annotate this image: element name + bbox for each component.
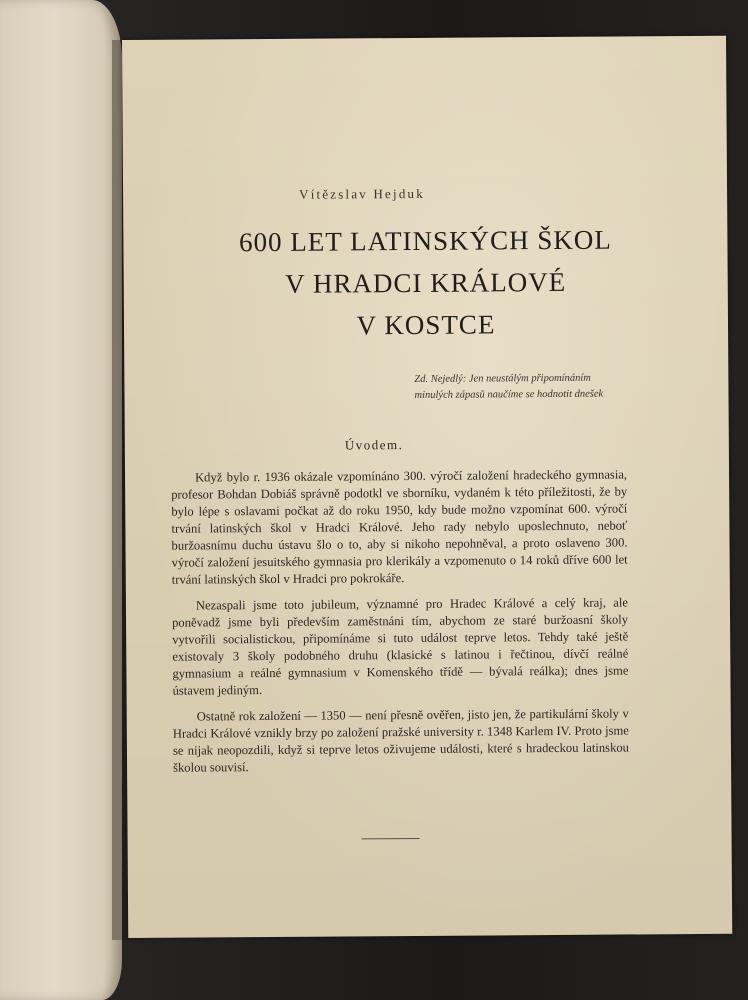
facing-left-page [0,0,122,1000]
title-line-2: V HRADCI KRÁLOVÉ [285,266,567,299]
epigraph-line-1: Zd. Nejedlý: Jen neustálým připomínáním [414,372,591,385]
body-text [171,466,629,785]
paragraph-1: Když bylo r. 1936 okázale vzpomínáno 300. výročí založení hradeckého gymnasia, profesor Bohdan Dobiáš správně podotkl ve sborníku, vydaném k této příležitosti, že by bylo lépe s oslavami počkat až do roku 1950, kdy bude možno vzpomínat 600. výročí trvání latinských škol v Hradci Králové. Jeho rady nebylo uposlechnuto, neboť buržoasnímu duchu ústavu šlo o to, aby si nikoho nepohněval, a proto oslaveno 300. výročí založení jesuitského gymnasia pro klerikály a vzpomenuto o 14 roků dříve 600 let trvání latinských škol v Hradci pro pokrokáře. [171,467,628,587]
author-name: Vítězslav Hejduk [299,185,425,202]
article-title [123,218,728,348]
title-line-1: 600 LET LATINSKÝCH ŠKOL [238,224,612,258]
epigraph-quote [414,370,714,404]
title-line-3: V KOSTCE [356,309,496,341]
paragraph-2: Nezaspali jsme toto jubileum, významné pro Hradec Králové a celý kraj, ale poněvadž jsme byli především zaměstnáni tím, abychom ze staré buržoasní školy vytvořili socialistickou, připomínáme si tuto událost teprve letos. Tehdy také ještě existovaly 3 školy podobného druhu (klasické s latinou i řečtinou, dívčí reálné gymnasium a reálné gymnasium v Komenského třídě — bývalá reálka); dnes jsme ústavem jediným. [172,595,629,698]
epigraph-line-2: minulých zápasů naučíme se hodnotit dnešek [414,388,604,401]
section-heading: Úvodem. [344,437,404,453]
book-page [122,36,732,938]
paragraph-3: Ostatně rok založení — 1350 — není přesně ověřen, jisto jen, že partikulární školy v Hradci Králové vznikly brzy po založení pražské university r. 1348 Karlem IV. Proto jsme se nijak neopozdili, když si teprve letos oživujeme události, které s hradeckou latinskou školou souvisí. [172,706,630,775]
end-divider [362,838,420,839]
